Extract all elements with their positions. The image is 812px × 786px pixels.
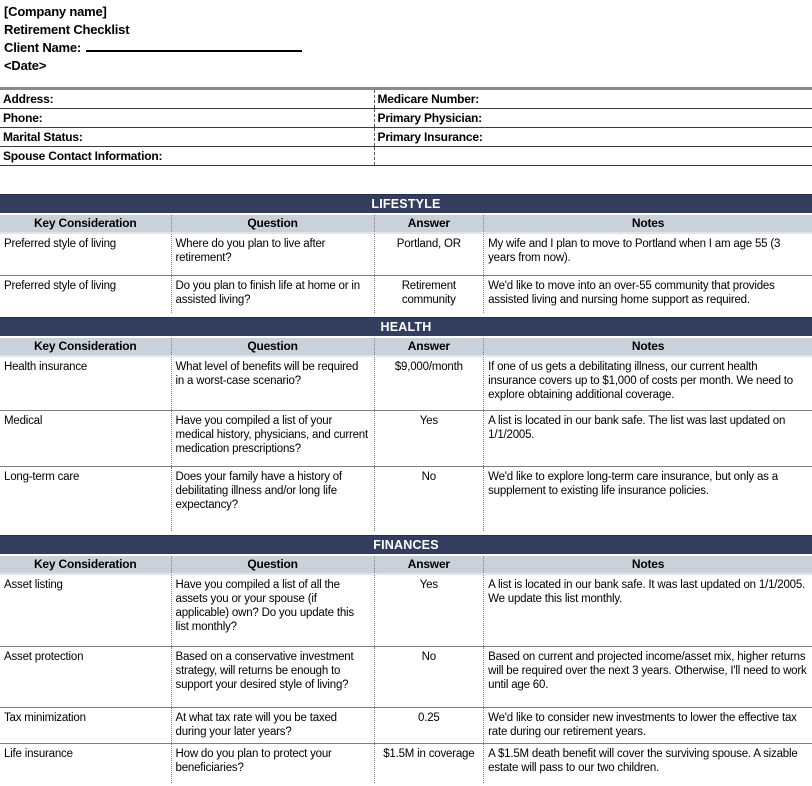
table-row [0, 707, 812, 743]
cell-question: Based on a conservative investment strategy, will returns be enough to support your desired style of living? [171, 647, 374, 707]
address-label: Address: [3, 92, 54, 106]
cell-answer: Retirement community [374, 276, 484, 313]
table-row [0, 466, 812, 531]
cell-key-consideration: Health insurance [4, 361, 88, 373]
table-row [0, 357, 812, 410]
column-header-notes: Notes [483, 215, 812, 232]
cell-answer: $1.5M in coverage [374, 744, 484, 783]
cell-question: Have you compiled a list of all the assets you or your spouse (if applicable) own? Do you update this list monthly? [171, 575, 374, 646]
table-row [0, 234, 812, 275]
cell-question: Have you compiled a list of your medical history, physicians, and current medication prescriptions? [171, 411, 374, 466]
contact-row-phone [0, 109, 812, 128]
phone-label: Phone: [3, 111, 43, 125]
cell-key-consideration: Asset listing [4, 579, 63, 591]
cell-notes: We'd like to move into an over-55 community that provides assisted living and nursing home support as required. [483, 276, 812, 313]
column-header-row [0, 215, 812, 234]
cell-notes: We'd like to consider new investments to lower the effective tax rate during our retirement years. [483, 708, 812, 743]
cell-key-consideration: Preferred style of living [4, 238, 116, 250]
cell-key-consideration: Preferred style of living [4, 280, 116, 292]
cell-question: Where do you plan to live after retirement? [171, 234, 374, 275]
column-header-key-consideration: Key Consideration [33, 339, 137, 353]
cell-answer: Portland, OR [374, 234, 484, 275]
section-health [0, 317, 812, 531]
cell-notes: A list is located in our bank safe. The list was last updated on 1/1/2005. [483, 411, 812, 466]
column-header-notes: Notes [483, 556, 812, 573]
section-finances [0, 535, 812, 783]
medicare-number-label: Medicare Number: [374, 90, 812, 108]
cell-answer: $9,000/month [374, 357, 484, 410]
column-header-question: Question [171, 215, 374, 232]
contact-row-marital-status [0, 128, 812, 147]
cell-answer: Yes [374, 575, 484, 646]
contact-row-spouse-contact [0, 147, 812, 166]
client-name-row [4, 39, 812, 57]
cell-answer: 0.25 [374, 708, 484, 743]
cell-question: What level of benefits will be required in a worst-case scenario? [171, 357, 374, 410]
company-name: [Company name] [4, 4, 107, 19]
date-placeholder: <Date> [4, 58, 47, 73]
section-title-finances: FINANCES [0, 535, 812, 554]
contact-info-table [0, 87, 812, 166]
client-name-blank-line [86, 39, 302, 52]
section-lifestyle [0, 194, 812, 313]
cell-question: Does your family have a history of debilitating illness and/or long life expectancy? [171, 467, 374, 531]
primary-insurance-label: Primary Insurance: [374, 128, 812, 146]
spouse-contact-label: Spouse Contact Information: [3, 149, 163, 163]
cell-answer: Yes [374, 411, 484, 466]
table-row [0, 275, 812, 313]
column-header-answer: Answer [374, 338, 484, 355]
cell-notes: Based on current and projected income/asset mix, higher returns will be required over the next 3 years. Otherwise, I'll need to work until age 60. [483, 647, 812, 707]
cell-notes: My wife and I plan to move to Portland when I am age 55 (3 years from now). [483, 234, 812, 275]
cell-notes: We'd like to explore long-term care insurance, but only as a supplement to existing life insurance policies. [483, 467, 812, 531]
spouse-contact-value [374, 147, 812, 165]
cell-key-consideration: Asset protection [4, 651, 84, 663]
column-header-row [0, 338, 812, 357]
section-title-health: HEALTH [0, 317, 812, 336]
column-header-question: Question [171, 338, 374, 355]
cell-question: How do you plan to protect your beneficiaries? [171, 744, 374, 783]
document-header [0, 0, 812, 75]
column-header-answer: Answer [374, 556, 484, 573]
client-name-label: Client Name: [4, 40, 82, 55]
column-header-key-consideration: Key Consideration [33, 216, 137, 230]
cell-answer: No [374, 647, 484, 707]
cell-notes: A list is located in our bank safe. It was last updated on 1/1/2005. We update this list monthly. [483, 575, 812, 646]
cell-question: At what tax rate will you be taxed during your later years? [171, 708, 374, 743]
table-row [0, 743, 812, 783]
column-header-answer: Answer [374, 215, 484, 232]
table-row [0, 575, 812, 646]
cell-key-consideration: Long-term care [4, 471, 80, 483]
contact-row-address [0, 90, 812, 109]
cell-notes: If one of us gets a debilitating illness, our current health insurance covers up to $1,000 of costs per month. We need to explore obtaining additional coverage. [483, 357, 812, 410]
table-row [0, 646, 812, 707]
column-header-key-consideration: Key Consideration [33, 557, 137, 571]
column-header-question: Question [171, 556, 374, 573]
cell-key-consideration: Tax minimization [4, 712, 86, 724]
cell-question: Do you plan to finish life at home or in assisted living? [171, 276, 374, 313]
cell-notes: A $1.5M death benefit will cover the surviving spouse. A sizable estate will pass to our two children. [483, 744, 812, 783]
cell-key-consideration: Life insurance [4, 748, 73, 760]
column-header-row [0, 556, 812, 575]
column-header-notes: Notes [483, 338, 812, 355]
cell-key-consideration: Medical [4, 415, 43, 427]
primary-physician-label: Primary Physician: [374, 109, 812, 127]
document-title: Retirement Checklist [4, 22, 130, 37]
table-row [0, 410, 812, 466]
marital-status-label: Marital Status: [3, 130, 83, 144]
section-title-lifestyle: LIFESTYLE [0, 194, 812, 213]
cell-answer: No [374, 467, 484, 531]
